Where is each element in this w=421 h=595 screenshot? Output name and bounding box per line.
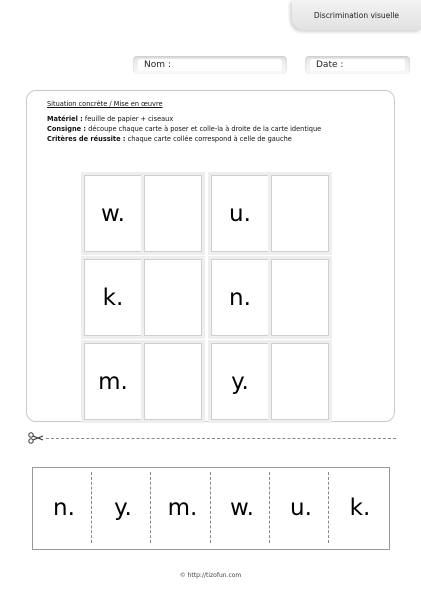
cutout-card[interactable]	[333, 467, 387, 548]
cut-line	[46, 438, 396, 439]
empty-slot[interactable]	[271, 343, 329, 420]
consigne-label: Consigne :	[47, 125, 87, 133]
cutout-card-letter: n.	[53, 494, 75, 521]
empty-slot[interactable]	[144, 259, 202, 336]
worksheet-title: Discrimination visuelle	[313, 10, 400, 20]
empty-slot[interactable]	[144, 175, 202, 252]
scissors-icon	[28, 432, 44, 444]
model-card	[84, 343, 142, 420]
model-card-letter: k.	[102, 284, 124, 311]
cut-separator	[328, 472, 329, 543]
model-card-letter: n.	[229, 284, 251, 311]
model-card	[84, 175, 142, 252]
model-card	[211, 175, 269, 252]
model-card	[211, 343, 269, 420]
cutout-card-letter: w.	[229, 494, 254, 521]
criteres-label: Critères de réussite :	[47, 135, 126, 143]
date-field[interactable]	[305, 56, 410, 74]
cutout-card-letter: k.	[349, 494, 371, 521]
consigne-line	[47, 125, 321, 133]
cutout-card-letter: y.	[114, 494, 132, 521]
empty-slot[interactable]	[271, 259, 329, 336]
cutout-card[interactable]	[215, 467, 269, 548]
cutout-card[interactable]	[155, 467, 210, 548]
materiel-line	[47, 115, 173, 123]
footer-credit: © http://tizofun.com	[179, 572, 242, 579]
cut-separator	[269, 472, 270, 543]
empty-slot[interactable]	[271, 175, 329, 252]
materiel-label: Matériel :	[47, 115, 83, 123]
cutout-card[interactable]	[274, 467, 328, 548]
cutout-card[interactable]	[37, 467, 91, 548]
cutout-card-letter: u.	[290, 494, 312, 521]
cut-separator	[210, 472, 211, 543]
model-card	[211, 259, 269, 336]
worksheet-title-tab	[292, 0, 421, 30]
name-field[interactable]	[133, 56, 287, 74]
model-card-letter: w.	[100, 200, 125, 227]
cut-separator	[91, 472, 92, 543]
criteres-text: chaque carte collée correspond à celle de gauche	[125, 135, 292, 143]
materiel-text: feuille de papier + ciseaux	[82, 115, 174, 123]
model-card	[84, 259, 142, 336]
model-card-letter: y.	[231, 368, 249, 395]
model-card-letter: u.	[229, 200, 251, 227]
cutout-card-letter: m.	[167, 494, 198, 521]
cutout-card[interactable]	[96, 467, 150, 548]
consigne-text: découpe chaque carte à poser et colle-la à droite de la carte identique	[86, 125, 322, 133]
criteres-line	[47, 135, 292, 143]
date-label: Date :	[310, 59, 405, 71]
situation-heading: Situation concrète / Mise en œuvre	[47, 100, 163, 108]
name-label: Nom :	[138, 59, 282, 71]
empty-slot[interactable]	[144, 343, 202, 420]
cut-separator	[150, 472, 151, 543]
model-card-letter: m.	[98, 368, 128, 395]
